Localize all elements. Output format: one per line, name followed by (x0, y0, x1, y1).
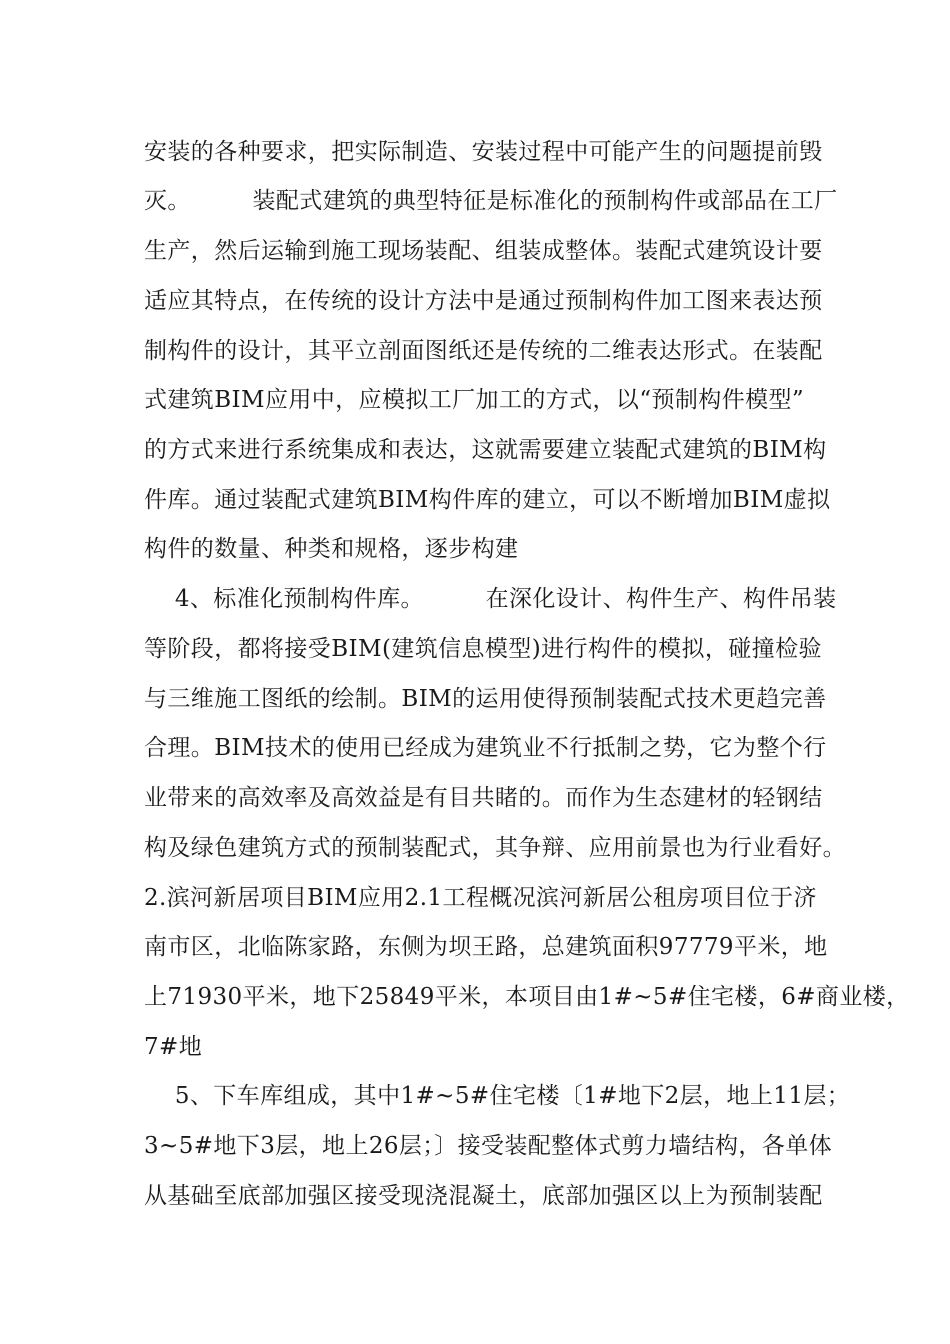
text-line: 灭。 装配式建筑的典型特征是标准化的预制构件或部品在工厂 (144, 188, 838, 214)
text-line: 安装的各种要求，把实际制造、安装过程中可能产生的问题提前毁 (144, 139, 823, 165)
text-line: 的方式来进行系统集成和表达，这就需要建立装配式建筑的BIM构 (144, 437, 827, 463)
text-line: 构件的数量、种类和规格，逐步构建 (144, 536, 519, 562)
text-line: 生产，然后运输到施工现场装配、组装成整体。装配式建筑设计要 (144, 238, 823, 264)
text-line: 适应其特点，在传统的设计方法中是通过预制构件加工图来表达预 (144, 288, 823, 314)
text-line: 构及绿色建筑方式的预制装配式，其争辩、应用前景也为行业看好。 (144, 835, 846, 861)
text-line: 式建筑BIM应用中，应模拟工厂加工的方式，以“预制构件模型” (144, 387, 805, 413)
text-line: 5、下车库组成，其中1#~5#住宅楼〔1#地下2层，地上11层； (144, 1083, 851, 1109)
text-line: 业带来的高效率及高效益是有目共睹的。而作为生态建材的轻钢结 (144, 785, 823, 811)
text-line: 从基础至底部加强区接受现浇混凝土，底部加强区以上为预制装配 (144, 1183, 823, 1209)
text-line: 等阶段，都将接受BIM(建筑信息模型)进行构件的模拟，碰撞检验 (144, 636, 822, 662)
text-line: 与三维施工图纸的绘制。BIM的运用使得预制装配式技术更趋完善 (144, 686, 827, 712)
text-line: 2.滨河新居项目BIM应用2.1工程概况滨河新居公租房项目位于济 (144, 885, 817, 911)
text-line: 制构件的设计，其平立剖面图纸还是传统的二维表达形式。在装配 (144, 338, 823, 364)
text-line: 上71930平米，地下25849平米，本项目由1#~5#住宅楼，6#商业楼， (144, 984, 910, 1010)
text-line: 件库。通过装配式建筑BIM构件库的建立，可以不断增加BIM虚拟 (144, 487, 831, 513)
text-line: 3~5#地下3层，地上26层；〕接受装配整体式剪力墙结构，各单体 (144, 1133, 833, 1159)
text-line: 南市区，北临陈家路，东侧为坝王路，总建筑面积97779平米，地 (144, 934, 828, 960)
text-line: 7#地 (144, 1034, 203, 1060)
text-line: 4、标准化预制构件库。 在深化设计、构件生产、构件吊装 (144, 586, 837, 612)
text-line: 合理。BIM技术的使用已经成为建筑业不行抵制之势，它为整个行 (144, 735, 827, 761)
